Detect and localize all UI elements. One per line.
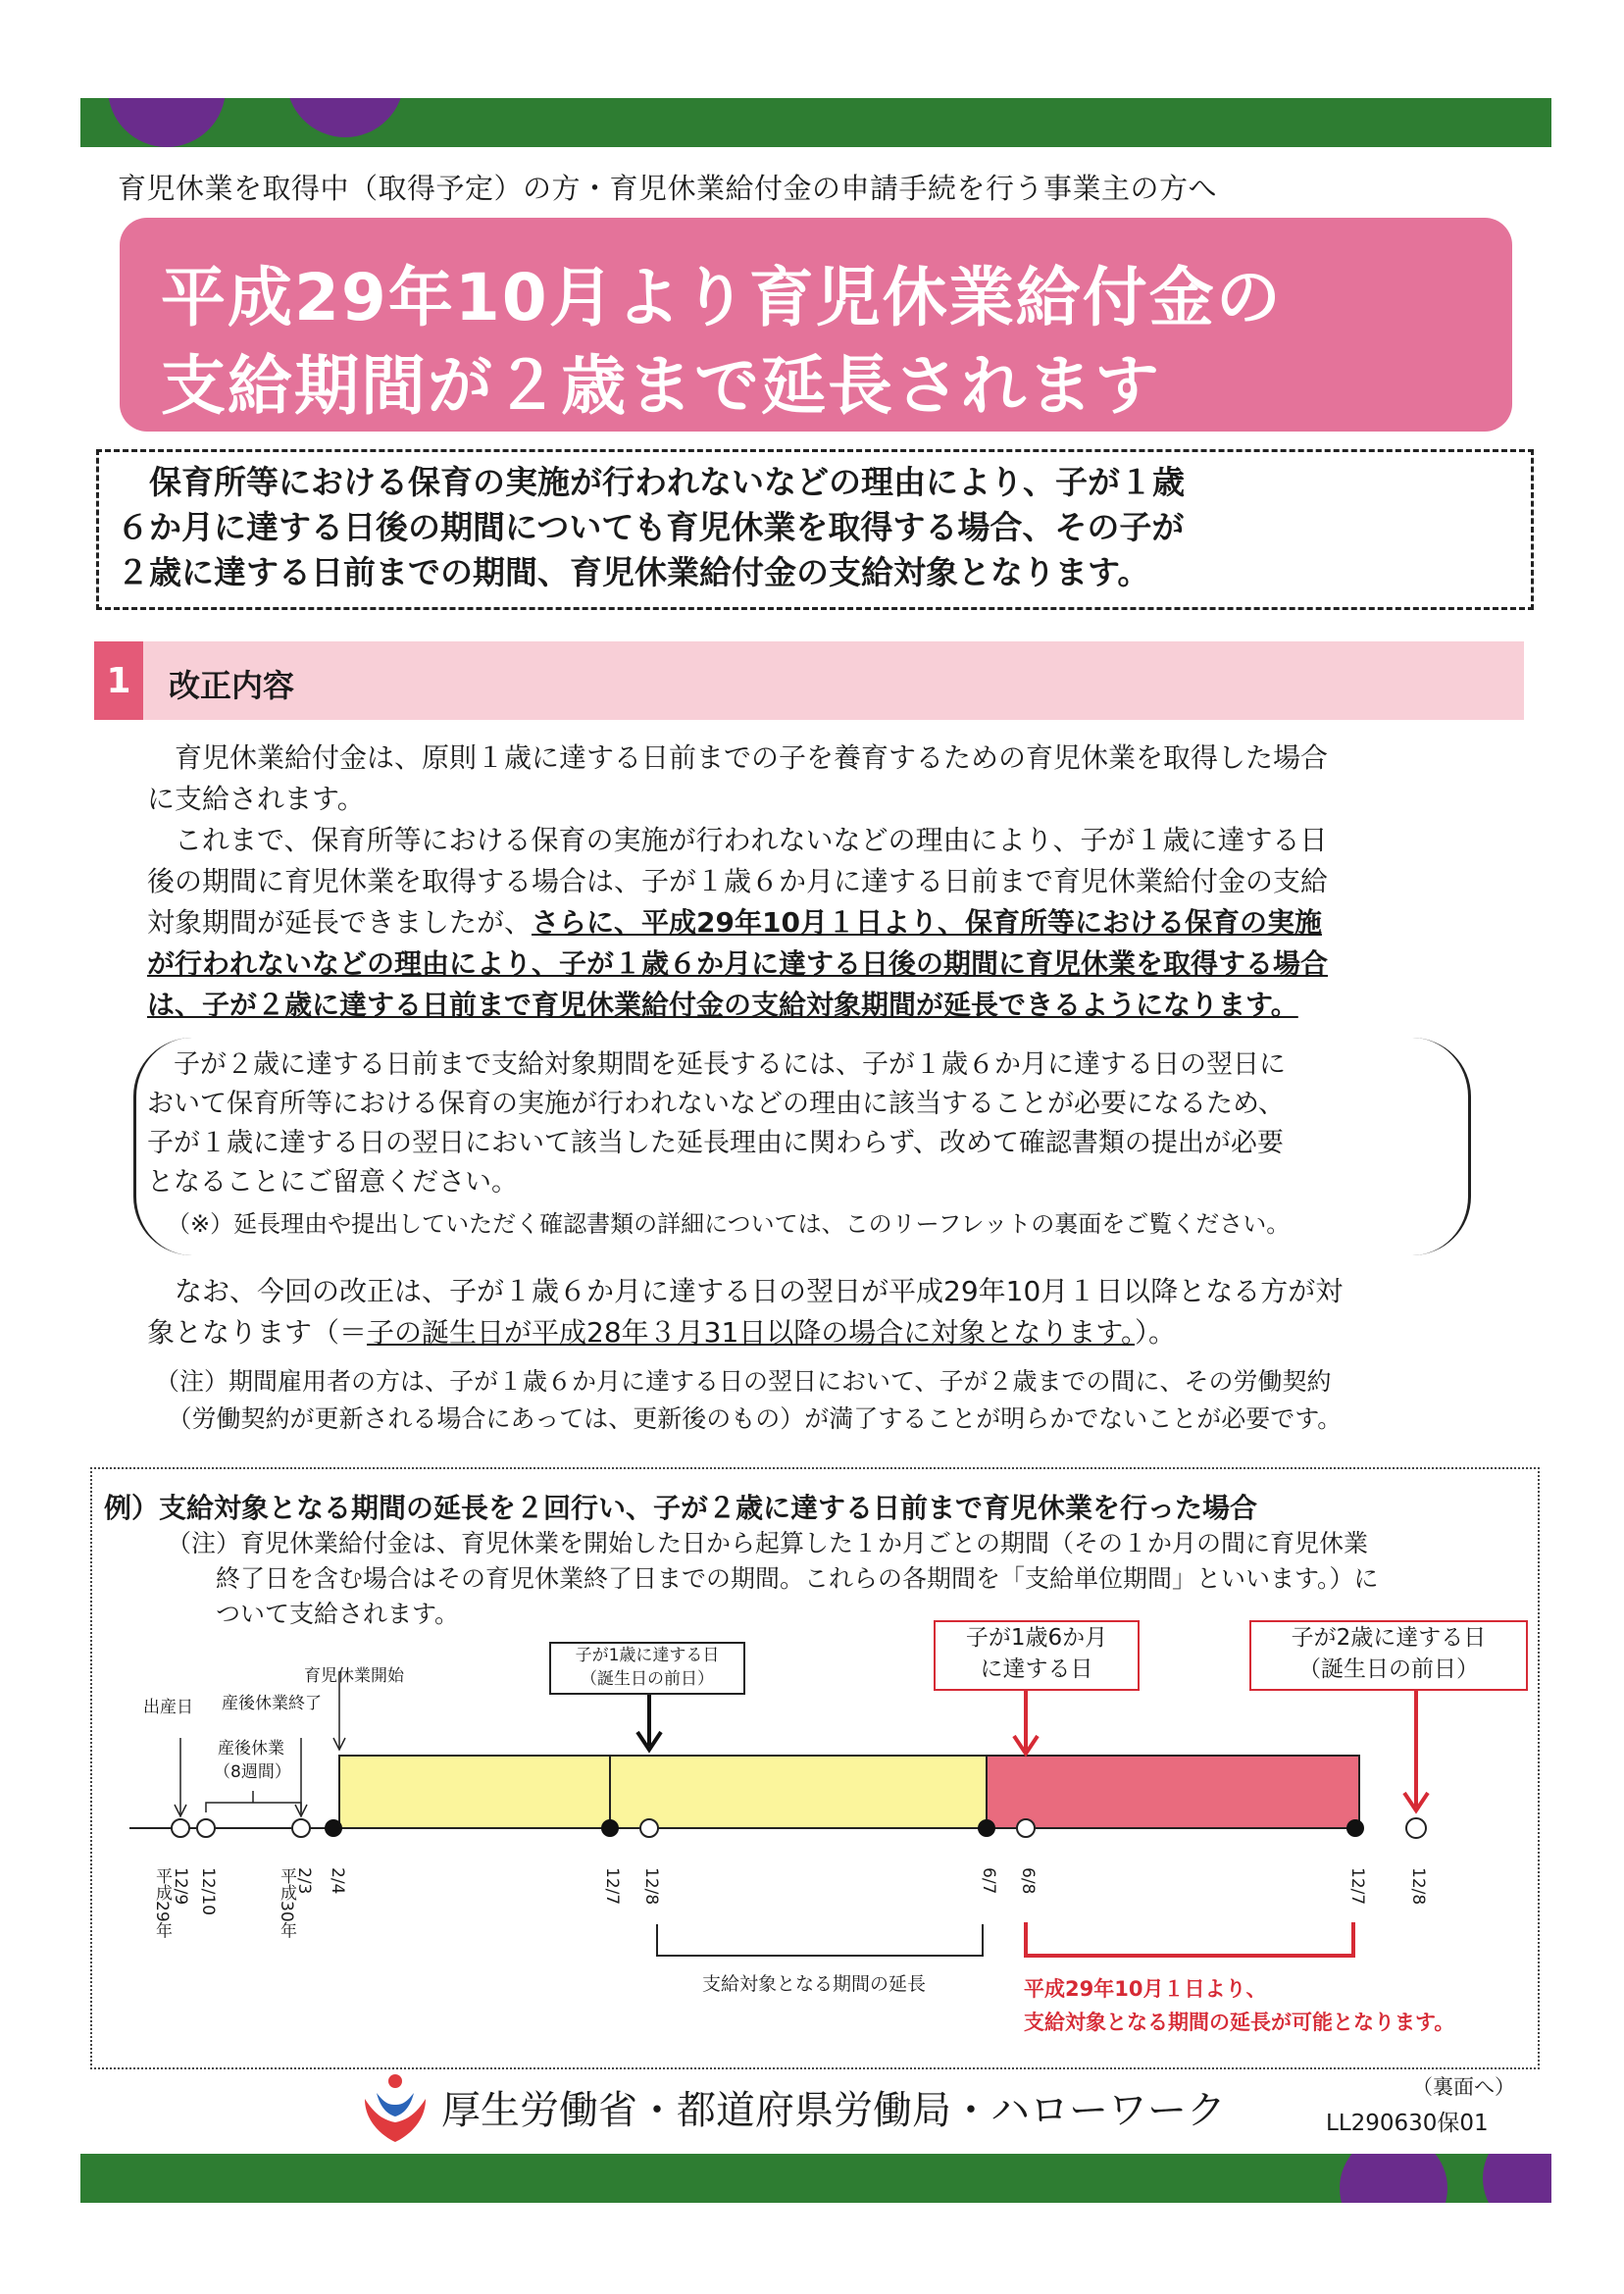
back-page-note: （裏面へ） (1412, 2075, 1515, 2099)
body-text-emphasis: さらに、平成29年10月１日より、保育所等における保育の実施 (532, 906, 1322, 939)
point-leave-start (325, 1819, 342, 1837)
example-note: ついて支給されます。 (167, 1600, 460, 1628)
title-line-2: 支給期間が２歳まで延長されます (161, 348, 1161, 424)
point (197, 1819, 215, 1837)
bracket-text: 子が１歳に達する日の翌日において該当した延長理由に関わらず、改めて確認書類の提出が必要 (147, 1128, 1284, 1158)
date-era1: 平成29年 (152, 1867, 172, 1939)
mhlw-logo-icon (357, 2069, 433, 2146)
note-text: （労働契約が更新される場合にあっては、更新後のもの）が満了することが明らかでないことが必要です。 (155, 1404, 1343, 1433)
summary-line: ２歳に達する日前までの期間、育児休業給付金の支給対象となります。 (117, 553, 1150, 591)
bracket-text: 子が２歳に達する日前まで支給対象期間を延長するには、子が１歳６か月に達する日の翌日に (147, 1049, 1286, 1080)
point-birth (172, 1819, 189, 1837)
body-text: に支給されます。 (147, 783, 365, 815)
label-age2: 子が2歳に達する日 (1291, 1625, 1487, 1651)
label-age15-box (934, 1620, 1140, 1691)
point (1346, 1819, 1364, 1837)
example-note: 終了日を含む場合はその育児休業終了日までの期間。これらの各期間を「支給単位期間」といいます。）に (167, 1564, 1379, 1593)
title-line-1: 平成29年10月より育児休業給付金の (161, 260, 1283, 335)
body-text-plain: 対象期間が延長できましたが、 (147, 906, 533, 939)
date-label: 12/7 (602, 1867, 622, 1906)
date-label: 12/8 (1408, 1867, 1428, 1906)
body-text: 育児休業給付金は、原則１歳に達する日前までの子を養育するための育児休業を取得した場合 (147, 741, 1329, 774)
example-title: 例）支給対象となる期間の延長を２回行い、子が２歳に達する日前まで育児休業を行った場合 (104, 1492, 1258, 1524)
date-label: 2/4 (328, 1867, 347, 1895)
date-era2: 平成30年 (277, 1867, 296, 1939)
label-new-extension-2: 支給対象となる期間の延長が可能となります。 (1024, 2011, 1455, 2034)
body-text-emphasis: は、子が２歳に達する日前まで育児休業給付金の支給対象期間が延長できるようになります。 (147, 989, 1298, 1021)
extension-bracket (657, 1924, 983, 1956)
audience-line: 育児休業を取得中（取得予定）の方・育児休業給付金の申請手続を行う事業主の方へ (118, 172, 1218, 205)
label-leave-start: 育児休業開始 (304, 1666, 404, 1686)
section-title: 改正内容 (169, 667, 295, 704)
point-age1 (640, 1819, 658, 1837)
footer-organization: 厚生労働省・都道府県労働局・ハローワーク (441, 2088, 1226, 2133)
document-code: LL290630保01 (1326, 2111, 1489, 2136)
section-number: 1 (94, 641, 143, 720)
label-birth: 出産日 (143, 1698, 193, 1717)
date-label: 12/8 (641, 1867, 661, 1906)
date-label: 2/3 (294, 1867, 314, 1895)
new-extension-bracket (1026, 1922, 1353, 1956)
body-text-underline: 子の誕生日が平成28年３月31日以降の場合に対象となります。 (367, 1316, 1136, 1349)
bottom-band (80, 2154, 1551, 2203)
body-text-emphasis: が行われないなどの理由により、子が１歳６か月に達する日後の期間に育児休業を取得する場合 (147, 947, 1329, 980)
summary-line: ６か月に達する日後の期間についても育児休業を取得する場合、その子が (117, 508, 1185, 546)
label-age2-box (1249, 1620, 1528, 1691)
bracket-text: おいて保育所等における保育の実施が行われないなどの理由に該当することが必要になるため、 (147, 1089, 1285, 1119)
body-text-plain: ）。 (1135, 1316, 1177, 1349)
period-red (987, 1756, 1359, 1828)
point (292, 1819, 310, 1837)
label-extension: 支給対象となる期間の延長 (702, 1973, 927, 1995)
label-postpartum: 産後休業 (218, 1739, 284, 1759)
bracket-note: （※）延長理由や提出していただく確認書類の詳細については、このリーフレットの裏面をご覧ください。 (167, 1210, 1291, 1238)
date-label: 6/7 (979, 1867, 998, 1895)
note-text: （注）期間雇用者の方は、子が１歳６か月に達する日の翌日において、子が２歳までの間に、その労働契約 (155, 1367, 1332, 1396)
summary-line: 保育所等における保育の実施が行われないなどの理由により、子が１歳 (117, 463, 1185, 501)
label-new-extension-1: 平成29年10月１日より、 (1024, 1977, 1267, 2001)
example-note: （注）育児休業給付金は、育児休業を開始した日から起算した１か月ごとの期間（その１か月の間に育児休業 (167, 1529, 1369, 1557)
bracket-text: となることにご留意ください。 (147, 1167, 518, 1198)
label-postpartum-end: 産後休業終了 (222, 1694, 322, 1713)
date-label: 12/9 (171, 1867, 190, 1906)
period-yellow-1 (339, 1756, 610, 1828)
decor-circle (1483, 2154, 1551, 2203)
postpartum-brace (206, 1791, 301, 1812)
point (978, 1819, 995, 1837)
date-label: 6/8 (1018, 1867, 1038, 1895)
label-age15: 子が1歳6か月 (965, 1625, 1108, 1651)
label-age1-sub: （誕生日の前日） (581, 1669, 714, 1689)
label-postpartum-weeks: （8週間） (214, 1762, 291, 1782)
decor-circle (1340, 2154, 1447, 2203)
period-yellow-2 (610, 1756, 987, 1828)
label-age15-sub: に達する日 (980, 1657, 1093, 1682)
point-age15 (1017, 1819, 1035, 1837)
label-age1-box (549, 1642, 745, 1695)
body-text: 後の期間に育児休業を取得する場合は、子が１歳６か月に達する日前まで育児休業給付金の支給 (147, 865, 1329, 897)
label-age1: 子が1歳に達する日 (575, 1646, 720, 1665)
body-text-plain: 象となります（＝ (147, 1316, 368, 1349)
label-age2-sub: （誕生日の前日） (1298, 1657, 1479, 1682)
date-label: 12/10 (198, 1867, 218, 1915)
point (601, 1819, 619, 1837)
date-label: 12/7 (1347, 1867, 1367, 1906)
body-text: なお、今回の改正は、子が１歳６か月に達する日の翌日が平成29年10月１日以降となる方が対 (147, 1275, 1344, 1307)
body-text: これまで、保育所等における保育の実施が行われないなどの理由により、子が１歳に達する日 (147, 824, 1328, 856)
point-age2 (1406, 1818, 1426, 1838)
